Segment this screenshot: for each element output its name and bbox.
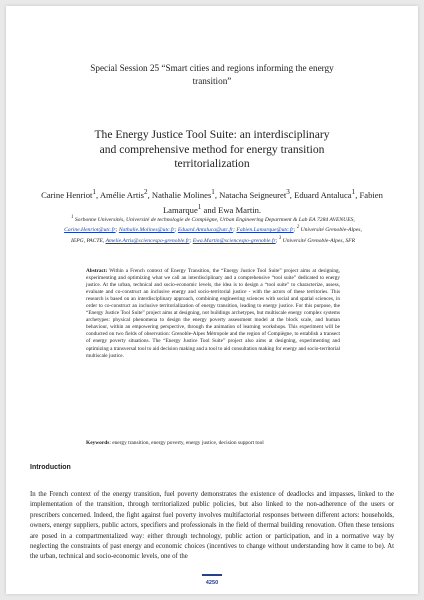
affiliation-mark: 3 (278, 235, 282, 241)
section-heading-introduction: Introduction (30, 464, 71, 471)
author-affiliation-mark: 1 (351, 188, 356, 196)
email-separator: ; (174, 227, 178, 234)
page-number-rule (202, 574, 222, 576)
introduction-paragraph: In the French context of the energy transition, fuel poverty demonstrates the existence of deadlocks and impasses, linked to the implementation of the transition, through territorialized public policies, but also linked to the non-adherence of the users or prescribers concerned. Indeed, the fight against fuel poverty involves multifactorial responses between different actors: households, owners, energy suppliers, public actors, specifiers and professionals in the field of thermal building renovation. Often these tensions are posed in a compartmentalized way: either through technology, public action or participation, and in a normative way by neglecting the constraints of past energy and economic choices (incentives to change without understanding how it came to be). At the urban, technical and socio-economic levels, one of the (30, 491, 394, 561)
keywords-label: Keywords (86, 440, 110, 446)
paper-page (6, 6, 418, 594)
affiliation-mark: 2 (296, 225, 300, 231)
email-separator: ; (275, 237, 279, 244)
author-affiliation-mark: 3 (286, 188, 290, 196)
email-link[interactable]: Amelie.Artis@sciencespo-grenoble.fr (105, 237, 190, 244)
abstract (86, 268, 340, 360)
paper-title (36, 128, 388, 172)
author-affiliation-mark: 1 (197, 203, 202, 212)
affiliation-text: Université Grenoble-Alpes, IEPG, PACTE, (70, 227, 362, 244)
author-name: Amélie Artis (99, 189, 144, 200)
author-separator: , (96, 189, 100, 200)
author-name: Carine Henriot (41, 189, 93, 200)
email-separator: ; (189, 237, 193, 244)
session-header (46, 62, 378, 87)
author-separator: , (214, 189, 220, 200)
title-line-3: territorialization (174, 157, 250, 171)
keywords-text: : energy transition, energy poverty, energy justice, decision support tool (109, 440, 264, 446)
author-separator: , (289, 189, 295, 200)
affiliation-mark: 1 (71, 215, 74, 220)
abstract-text: Within a French context of Energy Transition, the “Energy Justice Tool Suite” project aims at designing, experimenting and optimizing what we call an interdisciplinary and a comprehensive “tool suite” dedicated to energy justice. At the urban, technical and socio-economic levels, the idea is to design a “tool suite” to characterize, assess, evaluate and co-construct an inclusive energy and socio-territorial justice - with the actors of these territories. This research is based on an interdisciplinary approach, combining engineering sciences with social and spatial sciences, in order to co-construct an inclusive territorialization of energy transition, leading to energy justice. For this purpose, the “Energy Justice Tool Suite” project aims at designing, not buildings archetypes, but multiscale energy complex systems archetypes: physical phenomena to design the energy poverty assessment model at the block scale, and human behaviour, within an empowering perspective, through the animation of learning workshops. This experiment will be conducted on two fields of observation: Grenoble-Alpes Métropole and the region of Compiègne, to establish a transect of energy poverty situations. The “Energy Justice Tool Suite” project also aims at designing, experimenting and optimizing a transversal tool to aid decision making and a tool to aid consultation making for energy and socio-territorial multiscale justice. (86, 268, 340, 359)
abstract-label: Abstract: (86, 268, 108, 274)
author-name: Natacha Seigneuret (219, 189, 287, 200)
author-name: Eduard Antaluca (294, 189, 352, 200)
email-link[interactable]: Carine.Henriot@utc.fr (64, 227, 116, 234)
author-list (36, 186, 388, 217)
session-line-1: Special Session 25 “Smart cities and regions informing the energy (90, 63, 334, 73)
author-name: Nathalie Molines (151, 189, 212, 200)
email-separator: ; (115, 227, 119, 234)
author-name: Fabien Lamarque (162, 189, 383, 216)
email-separator: ; (293, 227, 297, 234)
keywords (86, 440, 340, 447)
author-affiliation-mark: 2 (143, 188, 148, 196)
affiliations (58, 214, 368, 245)
title-line-1: The Energy Justice Tool Suite: an interdisciplinary (94, 128, 330, 141)
affiliation-text: Université Grenoble-Alpes, SFR (281, 237, 355, 244)
title-line-2: and comprehensive method for energy transition (99, 142, 325, 156)
page-number: 4250 (205, 580, 219, 586)
affiliation-text: Sorbonne Universités, Université de technologie de Compiègne, Urban Engineering Department & Lab EA 7284 AVENUES, (73, 216, 355, 223)
email-link[interactable]: Fabien.Lamarque@utc.fr (236, 227, 294, 234)
email-link[interactable]: Nathalie.Molines@utc.fr (118, 227, 175, 234)
author-name: Ewa Martin. (218, 205, 262, 216)
author-affiliation-mark: 1 (211, 188, 215, 196)
author-separator: , (147, 189, 152, 200)
email-link[interactable]: Eduard.Antaluca@utc.fr (177, 227, 234, 234)
session-line-2: transition” (192, 75, 232, 86)
author-affiliation-mark: 1 (92, 188, 96, 196)
author-separator: , (355, 189, 360, 200)
email-separator: ; (233, 227, 237, 234)
email-link[interactable]: Ewa.Martin@sciencespo-grenoble.fr (192, 237, 276, 244)
author-separator: and (201, 205, 219, 216)
